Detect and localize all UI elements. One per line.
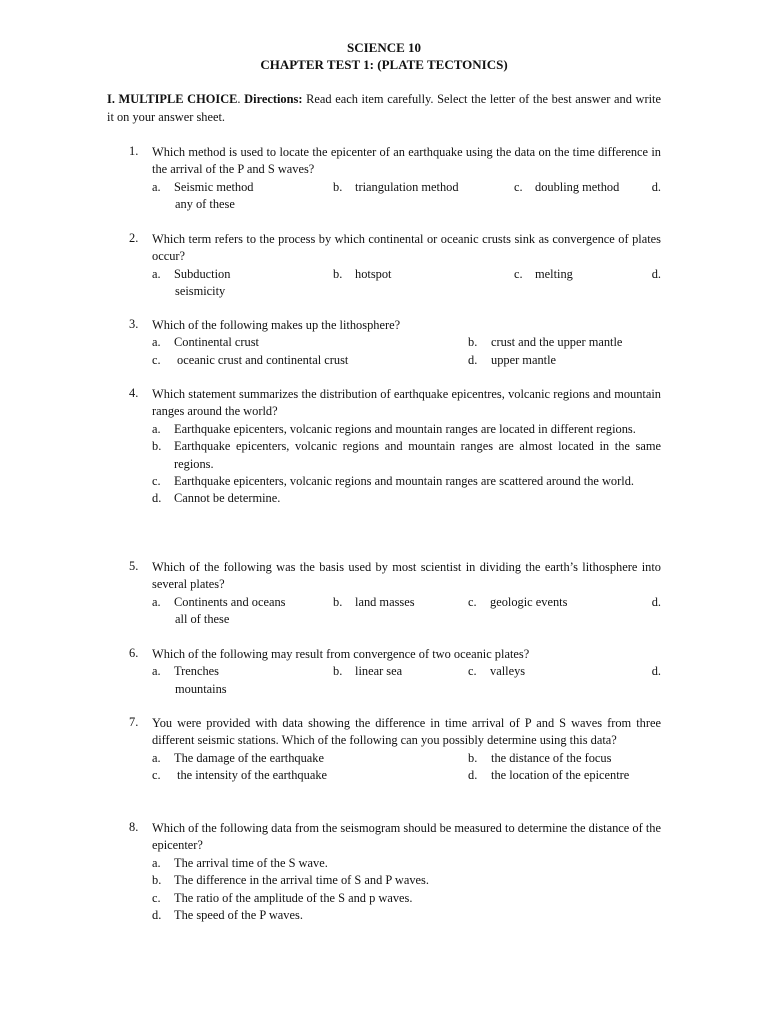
option-a: Continents and oceans <box>174 594 286 609</box>
option-letter-c: c. <box>468 664 477 679</box>
question-number: 2. <box>129 231 139 245</box>
option-b <box>152 438 661 473</box>
option-b: the distance of the focus <box>491 750 612 765</box>
option-letter-c: c. <box>152 474 161 489</box>
options-row <box>152 334 661 351</box>
option-c: the intensity of the earthquake <box>177 768 328 783</box>
question-2 <box>129 231 661 301</box>
option-c: geologic events <box>490 594 568 609</box>
question-5 <box>129 559 661 629</box>
option-b: land masses <box>355 594 415 609</box>
option-text: The ratio of the amplitude of the S and p waves. <box>174 890 413 905</box>
option-a <box>152 855 661 872</box>
option-letter-c: c. <box>152 352 161 367</box>
question-stem: Which of the following may result from convergence of two oceanic plates? <box>152 647 530 661</box>
question-7 <box>129 715 661 785</box>
option-letter-a: a. <box>152 664 161 679</box>
option-letter-a: a. <box>152 266 161 281</box>
question-4 <box>129 386 661 508</box>
option-b: hotspot <box>355 266 392 281</box>
question-8 <box>129 820 661 924</box>
option-letter-d: d. <box>651 664 661 679</box>
question-number: 8. <box>129 820 139 834</box>
options-row <box>152 266 661 283</box>
option-letter-b: b. <box>152 439 162 454</box>
option-letter-d: d. <box>651 179 661 194</box>
option-a: Continental crust <box>174 335 259 350</box>
question-stem: Which term refers to the process by which continental or oceanic crusts sink as convergence of plates occur? <box>152 232 661 264</box>
part-label: I. MULTIPLE CHOICE <box>107 92 238 106</box>
option-b: linear sea <box>355 664 403 679</box>
options-row <box>152 352 661 369</box>
option-d <box>152 907 661 924</box>
question-number: 4. <box>129 386 139 400</box>
option-letter-a: a. <box>152 594 161 609</box>
option-letter-a: a. <box>152 335 161 350</box>
option-text: Earthquake epicenters, volcanic regions and mountain ranges are almost located in the same regions. <box>174 439 661 471</box>
options-row <box>152 594 661 611</box>
option-d: any of these <box>175 197 235 212</box>
directions-text: Read each item carefully. Select the letter of the best answer and write it on your answer sheet. <box>107 92 661 124</box>
option-letter-b: b. <box>333 179 343 194</box>
part-directions: I. MULTIPLE CHOICE. Directions: Read each item carefully. Select the letter of the best answer and write it on your answer sheet. <box>107 92 661 124</box>
option-letter-c: c. <box>468 594 477 609</box>
options-row <box>152 179 661 196</box>
option-d: the location of the epicentre <box>491 768 630 783</box>
options-row <box>152 663 661 680</box>
option-text: Earthquake epicenters, volcanic regions and mountain ranges are located in different regions. <box>174 421 636 436</box>
option-letter-c: c. <box>152 890 161 905</box>
option-d: mountains <box>175 681 227 696</box>
option-letter-c: c. <box>514 179 523 194</box>
question-stem: Which method is used to locate the epicenter of an earthquake using the data on the time difference in the arrival of the P and S waves? <box>152 145 661 177</box>
option-letter-b: b. <box>468 750 478 765</box>
option-c: valleys <box>490 664 526 679</box>
option-letter-d: d. <box>468 768 478 783</box>
option-text: The arrival time of the S wave. <box>174 855 328 870</box>
question-number: 5. <box>129 559 139 573</box>
option-letter-d: d. <box>152 491 162 506</box>
question-1 <box>129 144 661 214</box>
option-letter-c: c. <box>152 768 161 783</box>
option-letter-d: d. <box>468 352 478 367</box>
option-letter-a: a. <box>152 855 161 870</box>
option-letter-b: b. <box>152 873 162 888</box>
option-c: oceanic crust and continental crust <box>177 352 349 367</box>
option-a <box>152 421 661 438</box>
question-6 <box>129 646 661 698</box>
option-letter-a: a. <box>152 750 161 765</box>
question-number: 7. <box>129 715 139 729</box>
option-b <box>152 872 661 889</box>
question-stem: You were provided with data showing the difference in time arrival of P and S waves from three different seismic stations. Which of the following can you possibly determine using this data? <box>152 716 661 748</box>
option-b: crust and the upper mantle <box>491 335 623 350</box>
options-row <box>152 750 661 767</box>
option-c: melting <box>535 266 573 281</box>
option-text: The difference in the arrival time of S and P waves. <box>174 873 429 888</box>
test-title: CHAPTER TEST 1: (PLATE TECTONICS) <box>260 57 508 72</box>
directions-label: Directions: <box>244 92 303 106</box>
option-letter-a: a. <box>152 421 161 436</box>
option-c <box>152 890 661 907</box>
option-c: doubling method <box>535 179 620 194</box>
option-a: Seismic method <box>174 179 254 194</box>
option-c <box>152 473 661 490</box>
option-a: Subduction <box>174 266 231 281</box>
option-letter-c: c. <box>514 266 523 281</box>
question-stem: Which of the following makes up the lithosphere? <box>152 318 401 332</box>
option-letter-b: b. <box>468 335 478 350</box>
option-letter-d: d. <box>651 594 661 609</box>
option-letter-d: d. <box>651 266 661 281</box>
question-number: 3. <box>129 317 139 331</box>
question-stem: Which of the following data from the seismogram should be measured to determine the distance of the epicenter? <box>152 821 661 853</box>
option-letter-b: b. <box>333 664 343 679</box>
option-b: triangulation method <box>355 179 459 194</box>
subject-title: SCIENCE 10 <box>346 40 422 55</box>
question-number: 1. <box>129 144 139 158</box>
option-letter-b: b. <box>333 594 343 609</box>
option-text: Earthquake epicenters, volcanic regions and mountain ranges are scattered around the world. <box>174 474 634 489</box>
option-text: Cannot be determine. <box>174 491 281 506</box>
question-number: 6. <box>129 646 139 660</box>
option-d: seismicity <box>175 284 226 299</box>
question-stem: Which statement summarizes the distribution of earthquake epicentres, volcanic regions and mountain ranges around the world? <box>152 387 661 419</box>
option-d: upper mantle <box>491 352 557 367</box>
option-letter-a: a. <box>152 179 161 194</box>
option-letter-d: d. <box>152 908 162 923</box>
option-text: The speed of the P waves. <box>174 908 303 923</box>
option-d: all of these <box>175 612 230 627</box>
question-stem: Which of the following was the basis used by most scientist in dividing the earth’s lithosphere into several plates? <box>152 560 661 592</box>
option-letter-b: b. <box>333 266 343 281</box>
option-a: The damage of the earthquake <box>174 750 324 765</box>
option-d <box>152 490 661 507</box>
question-3 <box>129 317 661 369</box>
option-a: Trenches <box>174 664 219 679</box>
options-row <box>152 767 661 784</box>
